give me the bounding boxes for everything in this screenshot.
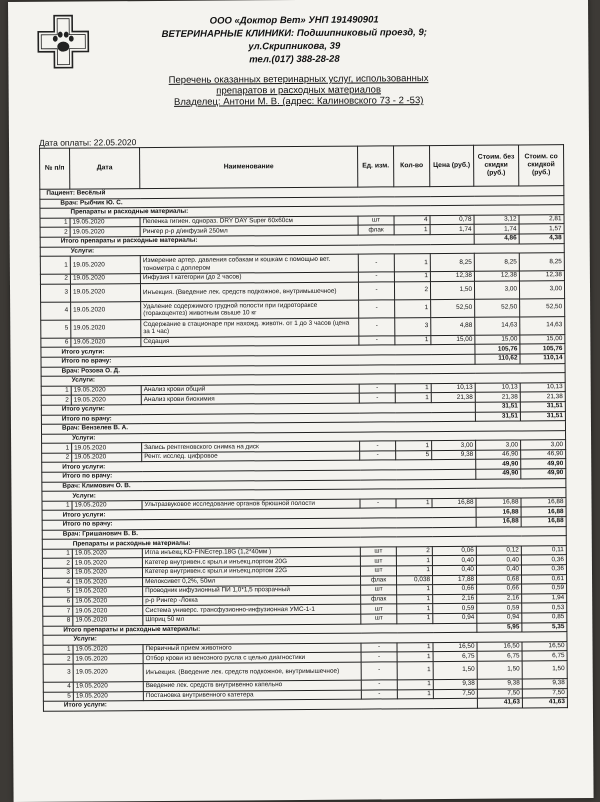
row-price: 0,40: [432, 565, 476, 575]
row-cost-full: 7,50: [477, 688, 522, 698]
row-name: Инъекция. (Введение лек. средств подкожное, внутримышечное): [140, 282, 358, 302]
row-price: 0,59: [433, 604, 477, 614]
row-cost-full: 3,00: [474, 281, 519, 299]
row-date: 19.05.2020: [73, 644, 143, 654]
total-cost-full: 110,62: [475, 354, 520, 364]
row-cost-full: 0,12: [476, 546, 521, 556]
row-price: 52,50: [431, 299, 475, 317]
section-label: Врач: Розова О. Д.: [41, 363, 565, 376]
row-cost-discount: 0,85: [522, 613, 567, 623]
total-cost-discount: 41,63: [522, 698, 567, 708]
col-unit: Ед. изм.: [358, 146, 394, 187]
row-qty: 1: [397, 594, 433, 604]
row-qty: 2: [394, 281, 430, 299]
total-cost-full: 16,88: [476, 517, 521, 527]
row-date: 19.05.2020: [71, 395, 141, 405]
row-date: 19.05.2020: [70, 217, 140, 227]
row-number: 5: [43, 587, 73, 597]
row-name: Седация: [141, 336, 359, 347]
row-number: 1: [40, 218, 70, 228]
payment-date: Дата оплаты: 22.05.2020: [38, 137, 137, 148]
row-number: 2: [43, 654, 73, 664]
section-label: Услуги:: [42, 430, 566, 443]
row-name: Постановка внутривенного катетера: [143, 690, 361, 701]
row-name: Удаление содержимого грудной полости при гидротораксе (торакоцентез) животным свыше 10 кг: [141, 300, 359, 320]
row-cost-discount: 16,50: [522, 641, 567, 651]
row-unit: -: [360, 451, 396, 461]
owner-line: Владелец: Антони М. В. (адрес: Калиновского 73 - 2 -53): [173, 95, 424, 108]
total-cost-discount: 49,90: [521, 459, 566, 469]
row-name: Первичный прием животного: [143, 643, 361, 654]
row-name: Рингер р-р д/инфузий 250мл: [140, 225, 358, 236]
row-number: 4: [43, 578, 73, 588]
row-number: 3: [40, 284, 70, 302]
row-qty: 1: [396, 441, 432, 451]
row-cost-full: 21,38: [475, 392, 520, 402]
row-cost-discount: 52,50: [520, 298, 565, 316]
total-cost-discount: 110,14: [520, 354, 565, 364]
clinic-header: [104, 13, 484, 68]
row-number: 4: [43, 682, 73, 692]
row-unit: -: [358, 282, 394, 300]
total-cost-full: 105,76: [475, 344, 520, 354]
row-unit: -: [361, 689, 397, 699]
row-qty: 1: [397, 614, 433, 624]
col-qty: Кол-во: [394, 146, 430, 187]
row-qty: 1: [395, 383, 431, 393]
row-name: Мелоксивет 0,2%, 50мл: [143, 576, 361, 587]
row-cost-full: 14,63: [475, 317, 520, 335]
row-number: 8: [43, 616, 73, 626]
row-cost-full: 2,16: [477, 594, 522, 604]
row-unit: флак: [361, 595, 397, 605]
section-label: Услуги:: [40, 243, 564, 256]
row-name: Система универс. трансфузионно-инфузионная УМС-1-1: [143, 604, 361, 615]
row-price: 7,50: [433, 689, 477, 699]
row-cost-discount: 12,38: [519, 271, 564, 281]
section-label: Препараты и расходные материалы:: [42, 536, 566, 549]
row-cost-full: 0,94: [477, 613, 522, 623]
row-unit: -: [359, 300, 395, 318]
row-cost-full: 16,88: [476, 498, 521, 508]
row-price: 16,88: [432, 498, 476, 508]
row-cost-discount: 16,88: [521, 497, 566, 507]
row-date: 19.05.2020: [70, 283, 140, 301]
row-price: 15,00: [431, 335, 475, 345]
table-body: [40, 186, 568, 711]
row-unit: -: [361, 680, 397, 690]
row-price: 3,00: [432, 441, 476, 451]
total-cost-discount: 5,35: [522, 622, 567, 632]
row-cost-discount: 2,81: [519, 214, 564, 224]
total-cost-full: 31,51: [475, 411, 520, 421]
row-number: 1: [42, 501, 72, 511]
row-name: р-р Рингер -Локка: [143, 595, 361, 606]
row-cost-full: 0,66: [477, 584, 522, 594]
row-number: 1: [43, 645, 73, 655]
row-unit: шт: [361, 585, 397, 595]
row-date: 19.05.2020: [73, 606, 143, 616]
row-date: 19.05.2020: [72, 500, 142, 510]
row-qty: 1: [396, 556, 432, 566]
row-price: 1,50: [430, 281, 474, 299]
row-date: 19.05.2020: [70, 256, 140, 274]
row-name: Анализ крови общий: [141, 384, 359, 395]
row-number: 1: [42, 549, 72, 559]
row-number: 1: [42, 443, 72, 453]
row-cost-full: 8,25: [474, 253, 519, 271]
col-cost-full: Стоим. без скидки (руб.): [474, 145, 519, 186]
row-number: 5: [41, 320, 71, 338]
total-cost-discount: 16,88: [521, 507, 566, 517]
row-unit: -: [359, 384, 395, 394]
row-cost-discount: 6,75: [522, 651, 567, 661]
row-unit: шт: [360, 547, 396, 557]
col-cost-discount: Стоим. со скидкой (руб.): [519, 145, 564, 186]
row-price: 1,50: [433, 661, 477, 679]
clinic-address-1: ВЕТЕРИНАРНЫЕ КЛИНИКИ: Подшипниковый проезд, 9;: [161, 27, 427, 40]
row-date: 19.05.2020: [72, 548, 142, 558]
row-cost-full: 10,13: [475, 383, 520, 393]
row-cost-full: 3,12: [474, 215, 519, 225]
row-unit: -: [358, 272, 394, 282]
section-label: Врач: Климович О. В.: [42, 478, 566, 491]
row-price: 2,16: [433, 594, 477, 604]
row-cost-full: 9,38: [477, 679, 522, 689]
row-cost-discount: 3,00: [519, 280, 564, 298]
clinic-phone: тел.(017) 388-28-28: [249, 53, 340, 66]
row-qty: 1: [397, 662, 433, 680]
row-cost-discount: 15,00: [520, 334, 565, 344]
row-unit: -: [360, 441, 396, 451]
row-unit: -: [360, 499, 396, 509]
row-number: 6: [41, 338, 71, 348]
row-date: 19.05.2020: [73, 664, 143, 682]
total-label: Итого услуги:: [43, 698, 477, 711]
section-label: Услуги:: [43, 632, 567, 645]
row-name: Шприц 50 мл: [143, 614, 361, 625]
row-price: 6,75: [433, 652, 477, 662]
row-qty: 1: [397, 642, 433, 652]
row-cost-full: 12,38: [474, 271, 519, 281]
row-cost-full: 16,50: [477, 642, 522, 652]
row-date: 19.05.2020: [73, 616, 143, 626]
row-cost-full: 6,75: [477, 651, 522, 661]
total-label: Итого услуги:: [42, 508, 476, 521]
row-name: Проводник инфузионный ПИ 1,0*1,5 прозрачный: [143, 585, 361, 596]
clinic-name: ООО «Доктор Вет» УНП 191490901: [209, 14, 379, 27]
row-date: 19.05.2020: [73, 691, 143, 701]
row-cost-discount: 3,00: [521, 440, 566, 450]
row-number: 3: [42, 568, 72, 578]
row-qty: 1: [396, 498, 432, 508]
row-qty: 1: [394, 254, 430, 272]
row-qty: 1: [395, 335, 431, 345]
section-label: Услуги:: [41, 373, 565, 386]
total-cost-discount: 31,51: [520, 411, 565, 421]
row-number: 3: [43, 664, 73, 682]
row-number: 2: [40, 227, 70, 237]
row-unit: шт: [361, 604, 397, 614]
row-cost-full: 0,68: [477, 575, 522, 585]
row-qty: 1: [397, 604, 433, 614]
row-date: 19.05.2020: [73, 587, 143, 597]
row-name: Инъекция. (Введение лек. средств подкожное, внутримышечное): [143, 662, 361, 682]
row-cost-full: 46,90: [476, 450, 521, 460]
row-price: 1,74: [430, 225, 474, 235]
services-table: [39, 144, 568, 711]
row-number: 6: [43, 597, 73, 607]
row-date: 19.05.2020: [73, 682, 143, 692]
total-cost-discount: 31,51: [520, 402, 565, 412]
row-cost-full: 52,50: [475, 299, 520, 317]
row-cost-discount: 0,36: [521, 565, 566, 575]
row-price: 12,38: [430, 271, 474, 281]
row-price: 0,94: [433, 613, 477, 623]
total-cost-full: 16,88: [476, 507, 521, 517]
row-price: 10,13: [431, 383, 475, 393]
total-label: Итого по врачу:: [41, 412, 475, 425]
total-cost-full: 31,51: [475, 402, 520, 412]
row-name: Введение лек. средств внутривенно капельно: [143, 680, 361, 691]
row-name: Запись рентгеновского снимка на диск: [142, 441, 360, 452]
row-unit: -: [359, 393, 395, 403]
row-qty: 1: [397, 652, 433, 662]
row-unit: -: [361, 662, 397, 680]
row-cost-discount: 21,38: [520, 392, 565, 402]
total-cost-full: 49,90: [476, 469, 521, 479]
row-price: 0,78: [430, 215, 474, 225]
row-unit: -: [358, 254, 394, 272]
row-price: 9,38: [432, 450, 476, 460]
row-number: 1: [40, 256, 70, 274]
row-number: 7: [43, 606, 73, 616]
row-date: 19.05.2020: [72, 558, 142, 568]
row-price: 16,50: [433, 642, 477, 652]
row-unit: флак: [358, 225, 394, 235]
row-qty: 1: [397, 585, 433, 595]
total-label: Итого по врачу:: [42, 469, 476, 482]
row-price: 0,40: [432, 556, 476, 566]
row-unit: -: [359, 318, 395, 336]
row-cost-discount: 14,63: [520, 316, 565, 334]
row-unit: шт: [360, 556, 396, 566]
row-unit: шт: [360, 566, 396, 576]
clinic-address-2: ул.Скрипникова, 39: [248, 40, 341, 53]
row-qty: 2: [396, 546, 432, 556]
row-name: Инфузия I категории (до 2 часов): [140, 272, 358, 283]
section-label: Услуги:: [42, 488, 566, 501]
section-label: Пациент: Весёлый: [40, 186, 564, 199]
row-number: 5: [43, 692, 73, 702]
row-cost-discount: 1,57: [519, 224, 564, 234]
row-unit: шт: [358, 216, 394, 226]
col-number: № п/п: [40, 148, 70, 189]
total-cost-full: 41,63: [477, 698, 522, 708]
title-line-2: препаратов и расходных материалов: [216, 84, 382, 97]
row-qty: 4: [394, 215, 430, 225]
row-number: 2: [42, 558, 72, 568]
row-name: Катетер внутривен.с крыл.и инъекц.портом 20G: [142, 556, 360, 567]
row-name: Ультразвуковое исследование органов брюшной полости: [142, 499, 360, 510]
row-cost-discount: 7,50: [522, 688, 567, 698]
row-qty: 3: [395, 317, 431, 335]
row-qty: 1: [395, 299, 431, 317]
row-cost-discount: 0,59: [522, 584, 567, 594]
col-name: Наименование: [140, 146, 358, 189]
row-price: 0,66: [433, 584, 477, 594]
row-qty: 1: [394, 225, 430, 235]
row-date: 19.05.2020: [73, 577, 143, 587]
row-cost-full: 3,00: [476, 440, 521, 450]
row-qty: 1: [394, 272, 430, 282]
section-label: Врач: Рыбчик Ю. С.: [40, 195, 564, 208]
total-cost-full: 5,95: [477, 623, 522, 633]
row-date: 19.05.2020: [71, 337, 141, 347]
row-unit: флак: [361, 575, 397, 585]
row-price: 21,38: [431, 393, 475, 403]
total-cost-discount: 4,38: [519, 234, 564, 244]
row-name: Пеленка гигиен. однораз. DRY DAY Super 60х60см: [140, 216, 358, 227]
row-qty: 1: [397, 680, 433, 690]
row-date: 19.05.2020: [70, 274, 140, 284]
title-line-1: Перечень оказанных ветеринарных услуг, использованных: [168, 73, 429, 86]
row-date: 19.05.2020: [72, 452, 142, 462]
total-cost-full: 49,90: [476, 459, 521, 469]
row-date: 19.05.2020: [73, 654, 143, 664]
row-date: 19.05.2020: [72, 568, 142, 578]
row-date: 19.05.2020: [73, 596, 143, 606]
row-date: 19.05.2020: [71, 319, 141, 337]
row-price: 0,06: [432, 546, 476, 556]
row-cost-discount: 0,61: [522, 574, 567, 584]
row-name: Отбор крови из венозного русла с целью диагностики: [143, 652, 361, 663]
row-name: Катетер внутривен.с крыл.и инъекц.портом 22G: [142, 566, 360, 577]
total-cost-discount: 49,90: [521, 469, 566, 479]
total-label: Итого препараты и расходные материалы:: [43, 623, 477, 636]
total-label: Итого по врачу:: [42, 517, 476, 530]
row-cost-full: 0,59: [477, 603, 522, 613]
row-cost-discount: 0,11: [521, 545, 566, 555]
row-qty: 1: [397, 689, 433, 699]
row-name: Анализ крови биохимия: [141, 393, 359, 404]
row-cost-discount: 0,36: [521, 555, 566, 565]
row-cost-discount: 10,13: [520, 382, 565, 392]
row-price: 4,88: [431, 317, 475, 335]
row-cost-full: 0,40: [476, 565, 521, 575]
row-qty: 1: [395, 393, 431, 403]
row-unit: -: [361, 652, 397, 662]
section-label: Врач: Вензелев В. А.: [41, 421, 565, 434]
table-header: [40, 145, 564, 190]
total-cost-discount: 16,88: [521, 517, 566, 527]
col-date: Дата: [70, 148, 140, 189]
total-label: Итого услуги:: [42, 460, 476, 473]
row-cost-discount: 0,53: [522, 603, 567, 613]
row-cost-full: 1,74: [474, 224, 519, 234]
total-label: Итого по врачу:: [41, 354, 475, 367]
row-date: 19.05.2020: [72, 443, 142, 453]
total-cost-full: 4,86: [474, 234, 519, 244]
row-name: Игла инъекц.KD-FINEстер.18G (1,2*40мм ): [142, 547, 360, 558]
row-number: 4: [41, 302, 71, 320]
row-name: Содержание в стационаре при нахожд. животн. от 1 до 3 часов (цена за 1 час): [141, 318, 359, 338]
row-price: 9,38: [433, 679, 477, 689]
total-label: Итого препараты и расходные материалы:: [40, 234, 474, 247]
row-qty: 5: [396, 450, 432, 460]
row-qty: 1: [396, 566, 432, 576]
row-cost-full: 15,00: [475, 335, 520, 345]
row-number: 2: [41, 395, 71, 405]
row-number: 2: [42, 453, 72, 463]
section-label: Препараты и расходные материалы:: [40, 205, 564, 218]
row-cost-full: 0,40: [476, 555, 521, 565]
row-date: 19.05.2020: [70, 227, 140, 237]
row-cost-discount: 1,94: [522, 593, 567, 603]
total-label: Итого услуги:: [41, 345, 475, 358]
row-cost-discount: 9,38: [522, 679, 567, 689]
total-cost-discount: 105,76: [520, 344, 565, 354]
row-number: 2: [40, 274, 70, 284]
row-name: Измерение артер. давления собакам и кошкам с помощью вет. тонометра с доплером: [140, 254, 358, 274]
document-title: [69, 72, 529, 108]
row-name: Рентг. исслед. цифровое: [142, 451, 360, 462]
col-price: Цена (руб.): [430, 145, 474, 186]
row-cost-full: 1,50: [477, 661, 522, 679]
row-price: 17,88: [433, 575, 477, 585]
row-cost-discount: 8,25: [519, 253, 564, 271]
section-label: Врач: Гришанович В. В.: [42, 526, 566, 539]
row-date: 19.05.2020: [71, 301, 141, 319]
row-unit: шт: [361, 614, 397, 624]
row-date: 19.05.2020: [71, 385, 141, 395]
row-unit: -: [359, 336, 395, 346]
row-cost-discount: 1,50: [522, 661, 567, 679]
row-price: 8,25: [430, 253, 474, 271]
document-page: [8, 0, 594, 802]
row-number: 1: [41, 386, 71, 396]
row-unit: -: [361, 643, 397, 653]
row-qty: 0,038: [397, 575, 433, 585]
veterinary-cross-logo-icon: [36, 13, 90, 69]
row-cost-discount: 46,90: [521, 450, 566, 460]
total-label: Итого услуги:: [41, 402, 475, 415]
